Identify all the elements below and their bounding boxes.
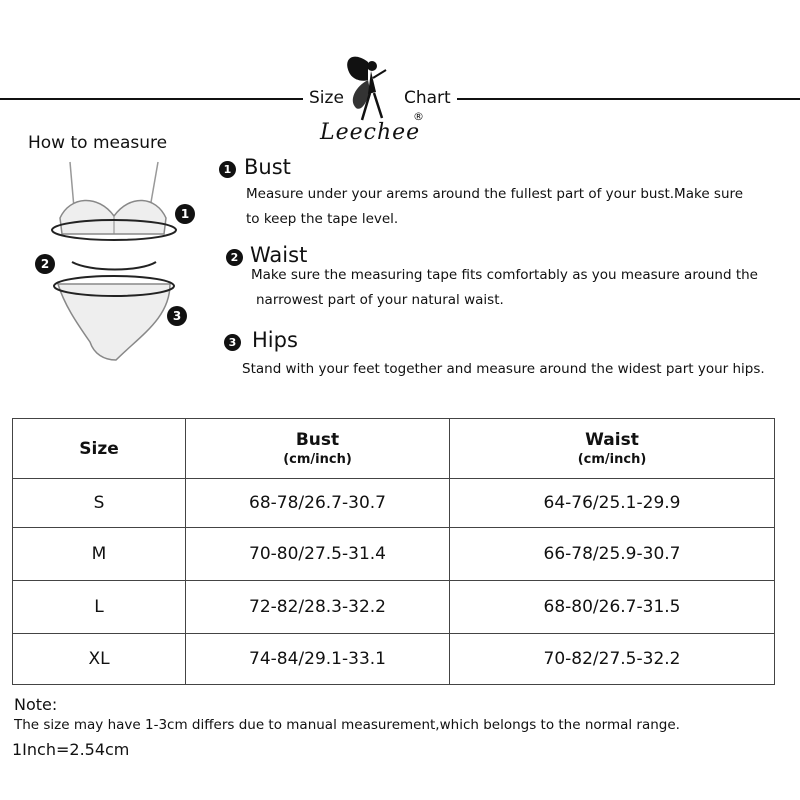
bikini-measure-illustration [30, 158, 200, 368]
waist-cell: 64-76/25.1-29.9 [450, 479, 775, 528]
size-table [12, 418, 775, 685]
marker-2-icon: 2 [35, 254, 55, 274]
header-size-label: Size [79, 438, 119, 459]
header-rule-right [457, 98, 800, 100]
hips-description [242, 357, 765, 382]
hips-heading: Hips [252, 328, 298, 352]
waist-number-icon: 2 [226, 249, 243, 266]
header-waist-label: Waist [585, 430, 639, 450]
waist-line-2: narrowest part of your natural waist. [256, 292, 504, 308]
table-header-row [13, 419, 775, 479]
inch-conversion: 1Inch=2.54cm [12, 740, 130, 759]
bust-line-1: Measure under your arems around the fullest part of your bust.Make sure [246, 186, 744, 202]
table-row [13, 634, 775, 685]
note-label: Note: [14, 695, 58, 714]
table-row [13, 528, 775, 581]
bust-cell: 70-80/27.5-31.4 [186, 528, 450, 581]
header-bust-unit: (cm/inch) [283, 452, 352, 467]
waist-line-1: Make sure the measuring tape fits comfortably as you measure around the [251, 267, 758, 283]
bust-cell: 68-78/26.7-30.7 [186, 479, 450, 528]
table-row [13, 479, 775, 528]
hips-number-icon: 3 [224, 334, 241, 351]
marker-3-icon: 3 [167, 306, 187, 326]
registered-mark: ® [413, 110, 424, 123]
waist-description [251, 263, 758, 313]
title-chart: Chart [404, 88, 451, 108]
size-cell: L [13, 581, 186, 634]
size-cell: XL [13, 634, 186, 685]
bust-line-2: to keep the tape level. [246, 211, 399, 227]
waist-cell: 68-80/26.7-31.5 [450, 581, 775, 634]
header-waist-unit: (cm/inch) [577, 452, 647, 467]
header-bust [186, 419, 450, 479]
table-row [13, 581, 775, 634]
header-rule-left [0, 98, 303, 100]
header-bust-label: Bust [295, 430, 340, 450]
how-to-measure-label: How to measure [28, 133, 168, 153]
header-size [13, 419, 186, 479]
waist-cell: 66-78/25.9-30.7 [450, 528, 775, 581]
bust-description [246, 182, 743, 232]
note-text: The size may have 1-3cm differs due to manual measurement,which belongs to the normal range. [14, 717, 680, 733]
size-cell: S [13, 479, 186, 528]
brand-name: Leechee [320, 120, 421, 145]
bust-cell: 72-82/28.3-32.2 [186, 581, 450, 634]
waist-cell: 70-82/27.5-32.2 [450, 634, 775, 685]
header-waist [450, 419, 775, 479]
bust-number-icon: 1 [219, 161, 236, 178]
hips-line-1: Stand with your feet together and measure around the widest part your hips. [242, 361, 765, 377]
bust-heading: Bust [244, 155, 291, 179]
size-cell: M [13, 528, 186, 581]
bust-cell: 74-84/29.1-33.1 [186, 634, 450, 685]
title-size: Size [309, 88, 344, 108]
marker-1-icon: 1 [175, 204, 195, 224]
waist-heading: Waist [250, 243, 308, 267]
brand-logo-fairy-icon [338, 50, 398, 130]
